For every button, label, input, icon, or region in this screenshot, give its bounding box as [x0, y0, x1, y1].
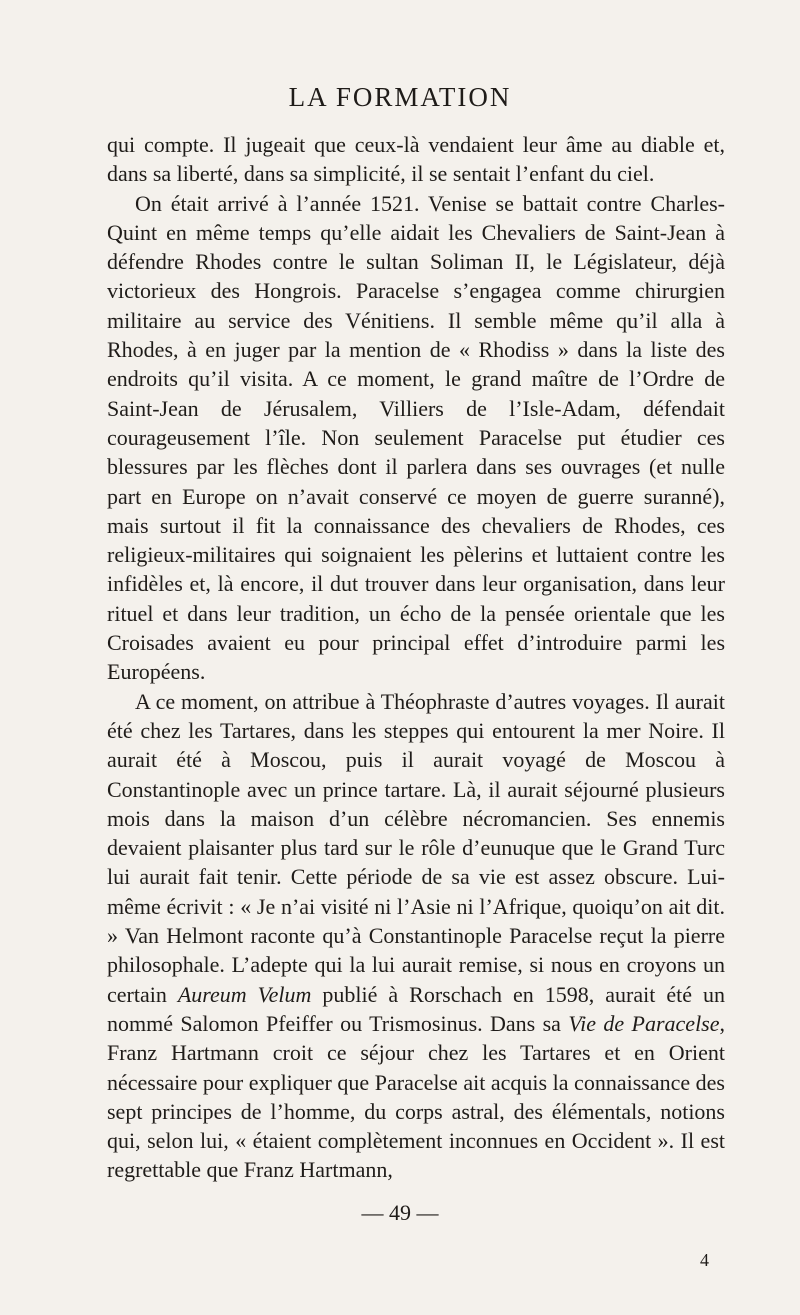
paragraph-1: qui compte. Il jugeait que ceux-là vendaient leur âme au diable et, dans sa liberté, dans sa simplicité, il se sentait l’enfant du ciel.	[107, 132, 725, 187]
paragraph-3-part-a: A ce moment, on attribue à Théophraste d’autres voyages. Il aurait été chez les Tartares, dans les steppes qui entourent la mer Noire. Il aurait été à Moscou, puis il aurait voyagé de Moscou à Constantinople avec un prince tartare. Là, il aurait séjourné plusieurs mois dans la maison d’un célèbre nécromancien. Ses ennemis devaient plaisanter plus tard sur le rôle d’eunuque que le Grand Turc lui aurait fait tenir. Cette période de sa vie est assez obscure. Lui-même écrivit : « Je n’ai visité ni l’Asie ni l’Afrique, quoiqu’on ait dit. » Van Helmont raconte qu’à Constantinople Paracelse reçut la pierre philosophale. L’adepte qui la lui aurait remise, si nous en croyons un certain	[107, 688, 725, 1007]
signature-mark: 4	[700, 1250, 709, 1270]
paragraph-3-part-b: publié à Rorschach en 1598, aurait été un nommé Salomon Pfeiffer ou Trismosinus. Dans sa	[107, 981, 725, 1036]
running-head: LA FORMATION	[288, 82, 512, 112]
book-title-vie-de-paracelse: Vie de Paracelse	[568, 1010, 720, 1036]
paragraph-2: On était arrivé à l’année 1521. Venise se battait contre Charles-Quint en même temps qu’elle aidait les Chevaliers de Saint-Jean à défendre Rhodes contre le sultan Soliman II, le Législateur, déjà victorieux des Hongrois. Paracelse s’engagea comme chirurgien militaire au service des Vénitiens. Il semble même qu’il alla à Rhodes, à en juger par la mention de « Rhodiss » dans la liste des endroits qu’il visita. A ce moment, le grand maître de l’Ordre de Saint-Jean de Jérusalem, Villiers de l’Isle-Adam, défendait courageusement l’île. Non seulement Paracelse put étudier ces blessures par les flèches dont il parlera dans ses ouvrages (et nulle part en Europe on n’avait conservé ce moyen de guerre suranné), mais surtout il fit la connaissance des chevaliers de Rhodes, ces religieux-militaires qui soignaient les pèlerins et luttaient contre les infidèles et, là encore, il dut trouver dans leur organisation, dans leur rituel et dans leur tradition, un écho de la pensée orientale que les Croisades avaient eu pour principal effet d’introduire parmi les Européens.	[107, 190, 725, 685]
book-title-aureum-velum: Aureum Velum	[177, 981, 312, 1007]
paragraph-3	[107, 687, 725, 1185]
body-text	[107, 130, 725, 1185]
page-number: — 49 —	[361, 1200, 439, 1225]
paragraph-3-part-c: , Franz Hartmann croit ce séjour chez les Tartares et en Orient nécessaire pour expliquer que Paracelse ait acquis la connaissance des sept principes de l’homme, du corps astral, des élémentals, notions qui, selon lui, « étaient complètement inconnues en Occident ». Il est regrettable que Franz Hartmann,	[107, 1010, 726, 1183]
